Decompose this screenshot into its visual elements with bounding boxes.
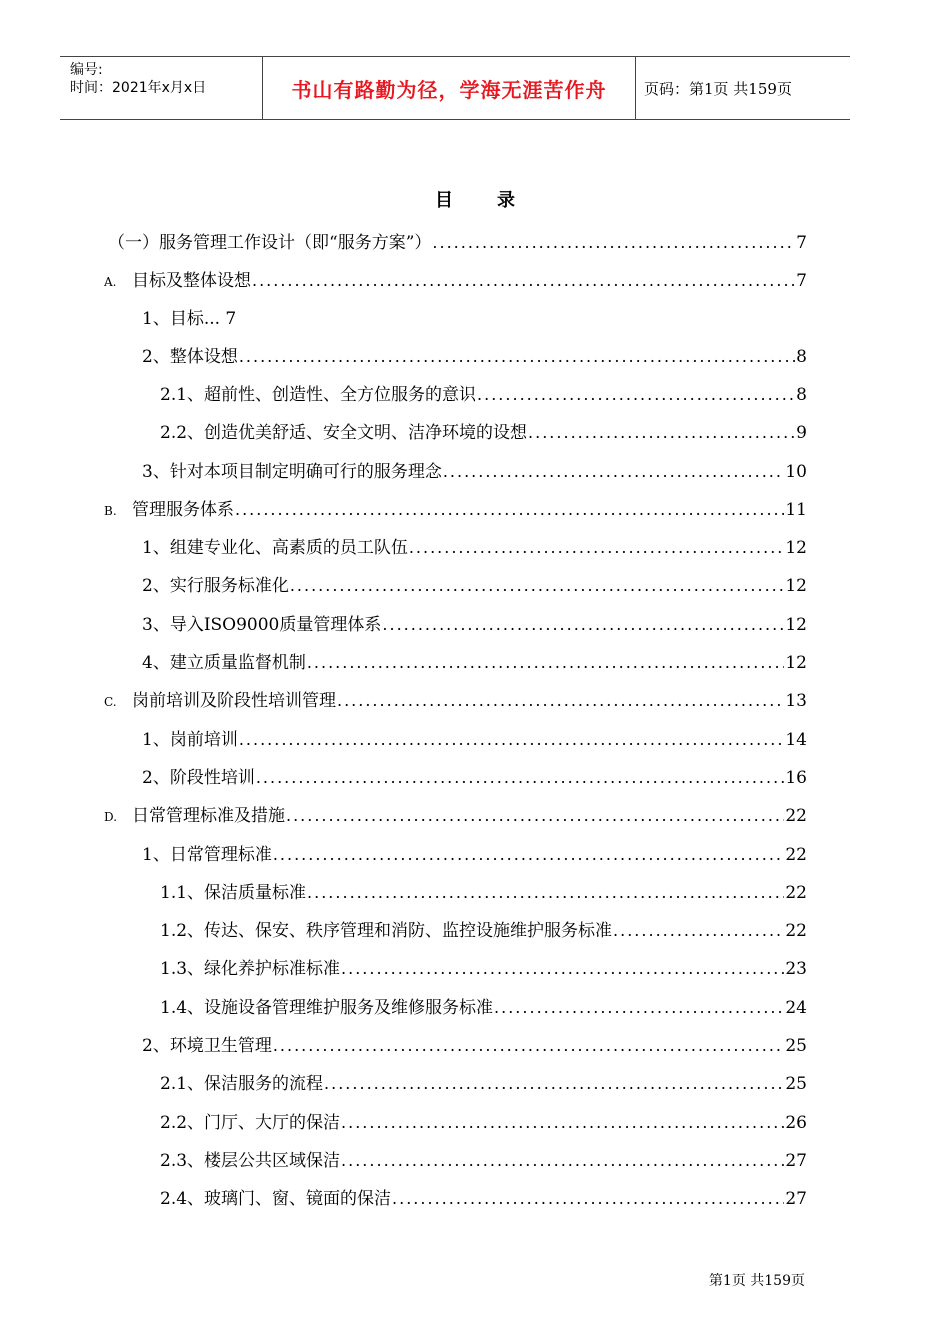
toc-entry[interactable]: 1、组建专业化、高素质的员工队伍 ..... 12 bbox=[142, 533, 807, 559]
page-header bbox=[60, 56, 850, 120]
toc-leader bbox=[341, 959, 784, 978]
toc-leader bbox=[307, 883, 784, 902]
toc-entry[interactable]: 2.1、保洁服务的流程 ..... 25 bbox=[160, 1069, 807, 1095]
toc-leader bbox=[494, 998, 784, 1017]
toc-leader bbox=[528, 423, 795, 442]
toc-entry[interactable]: 1、目标... 7 bbox=[142, 309, 237, 329]
toc-entry[interactable]: 2、环境卫生管理 ..... 25 bbox=[142, 1031, 807, 1057]
toc-entry[interactable]: 1.4、设施设备管理维护服务及维修服务标准 ..... 24 bbox=[160, 993, 807, 1019]
toc-leader bbox=[337, 691, 784, 710]
toc-leader bbox=[341, 1113, 784, 1132]
toc-entry[interactable]: 2.2、创造优美舒适、安全文明、洁净环境的设想 ..... 9 bbox=[160, 418, 807, 444]
toc-entry[interactable]: 1、岗前培训 ..... 14 bbox=[142, 725, 807, 751]
header-meta bbox=[60, 57, 263, 119]
toc-entry[interactable]: 1.3、绿化养护标准标准 ..... 23 bbox=[160, 954, 807, 980]
toc-entry[interactable]: 3、导入ISO9000质量管理体系 ..... 12 bbox=[142, 610, 807, 636]
toc-entry[interactable]: 1.2、传达、保安、秩序管理和消防、监控设施维护服务标准 ..... 22 bbox=[160, 916, 807, 942]
toc-leader bbox=[409, 538, 785, 557]
toc-entry[interactable]: A. 目标及整体设想 ..... 7 bbox=[104, 266, 807, 292]
toc-leader bbox=[443, 462, 785, 481]
header-page-cell bbox=[636, 57, 850, 119]
toc-leader bbox=[290, 576, 785, 595]
footer-page-number: 第1页 共159页 bbox=[708, 1273, 805, 1289]
serial-label: 编号: bbox=[70, 62, 103, 78]
header-motto-cell bbox=[263, 57, 636, 119]
toc-entry[interactable]: 2.3、楼层公共区域保洁 ..... 27 bbox=[160, 1146, 807, 1172]
time-label: 时间：2021年x月x日 bbox=[70, 80, 207, 96]
toc-entry[interactable]: 3、针对本项目制定明确可行的服务理念 ..... 10 bbox=[142, 457, 807, 483]
toc-leader bbox=[324, 1074, 784, 1093]
toc-leader bbox=[252, 271, 795, 290]
toc-entry[interactable]: D. 日常管理标准及措施 ..... 22 bbox=[104, 801, 807, 827]
section-letter: D. bbox=[104, 810, 118, 824]
motto-text: 书山有路勤为径，学海无涯苦作舟 bbox=[291, 78, 607, 102]
toc-leader bbox=[392, 1189, 784, 1208]
toc-leader bbox=[477, 385, 795, 404]
toc-entry[interactable]: （一）服务管理工作设计（即“服务方案”） ..... 7 bbox=[108, 228, 807, 254]
toc-leader bbox=[235, 500, 784, 519]
toc-entry[interactable]: 2、整体设想 ..... 8 bbox=[142, 342, 807, 368]
toc-entry[interactable]: C. 岗前培训及阶段性培训管理 ..... 13 bbox=[104, 686, 807, 712]
toc-entry[interactable]: 2.2、门厅、大厅的保洁 ..... 26 bbox=[160, 1108, 807, 1134]
toc-leader bbox=[341, 1151, 784, 1170]
toc-entry[interactable]: 1.1、保洁质量标准 ..... 22 bbox=[160, 878, 807, 904]
toc-leader bbox=[273, 845, 785, 864]
toc-entry[interactable]: B. 管理服务体系 ..... 11 bbox=[104, 495, 807, 521]
header-page-number: 页码：第1页 共159页 bbox=[644, 80, 792, 98]
toc-leader bbox=[273, 1036, 785, 1055]
toc-leader bbox=[307, 653, 785, 672]
toc-title: 目录 bbox=[435, 190, 559, 211]
toc-entry[interactable]: 1、日常管理标准 ..... 22 bbox=[142, 840, 807, 866]
toc-entry[interactable]: 4、建立质量监督机制 ..... 12 bbox=[142, 648, 807, 674]
toc-leader bbox=[382, 615, 784, 634]
toc-leader bbox=[286, 806, 784, 825]
toc-leader bbox=[432, 233, 795, 252]
toc-leader bbox=[256, 768, 785, 787]
section-letter: B. bbox=[104, 504, 117, 518]
toc-entry[interactable]: 2、阶段性培训 ..... 16 bbox=[142, 763, 807, 789]
toc-entry[interactable]: 2.1、超前性、创造性、全方位服务的意识 ..... 8 bbox=[160, 380, 807, 406]
toc-entry[interactable]: 2、实行服务标准化 ..... 12 bbox=[142, 571, 807, 597]
toc-leader bbox=[239, 347, 795, 366]
toc-leader bbox=[613, 921, 784, 940]
section-letter: A. bbox=[104, 275, 117, 289]
toc-leader bbox=[239, 730, 785, 749]
toc-entry[interactable]: 2.4、玻璃门、窗、镜面的保洁 ..... 27 bbox=[160, 1184, 807, 1210]
section-letter: C. bbox=[104, 695, 117, 709]
